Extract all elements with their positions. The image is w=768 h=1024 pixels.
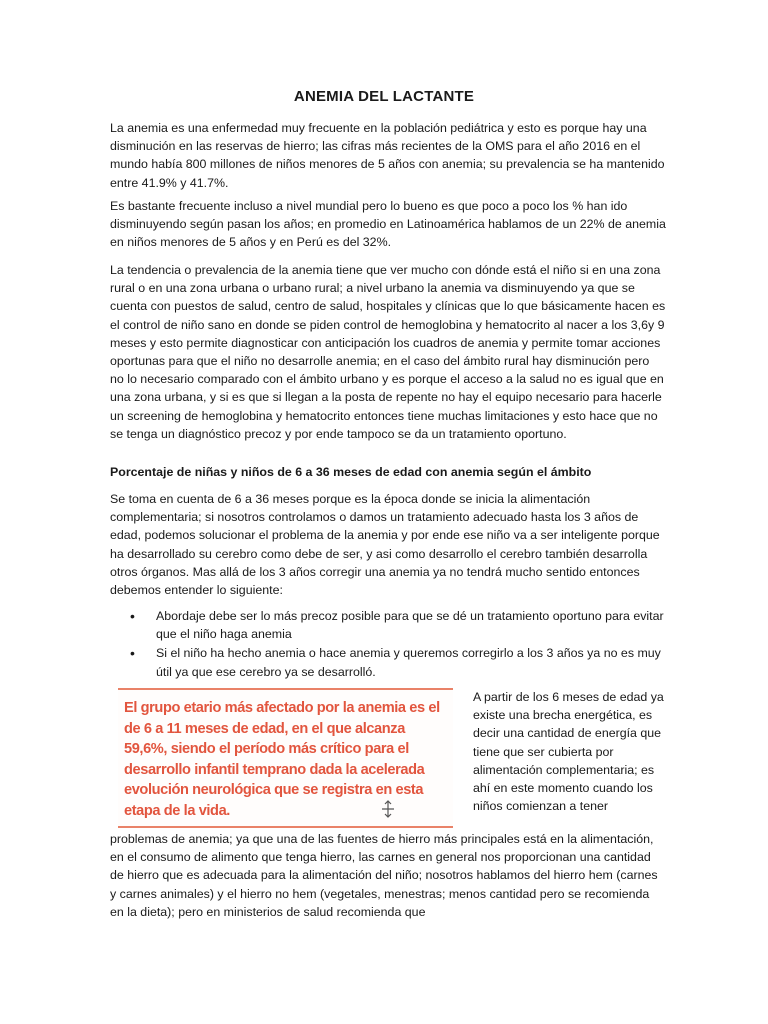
paragraph-prevalence: Es bastante frecuente incluso a nivel mundial pero lo bueno es que poco a poco los % han ido disminuyendo según pasan los años; en promedio en Latinoamérica hablamos de un 22% de anemia en niños menores de 5 años y en Perú es del 32%. xyxy=(110,199,666,250)
paragraph-age-range: Se toma en cuenta de 6 a 36 meses porque es la época donde se inicia la alimentación complementaria; si nosotros controlamos o damos un tratamiento adecuado hasta los 3 años de edad, podemos solucionar el problema de la anemia y por ende ese niño va a ser inteligente porque ha desarrollado su cerebro como debe de ser, y asi como desarrollo el cerebro también desarrolla otros órganos. Mas allá de los 3 años corregir una anemia ya no tendrá mucho sentido entonces debemos entender lo siguiente: xyxy=(110,492,660,598)
move-cursor-icon xyxy=(381,800,395,818)
highlight-figure xyxy=(118,688,453,828)
bullet-list xyxy=(128,607,668,682)
side-paragraph: A partir de los 6 meses de edad ya existe una brecha energética, es decir una cantidad de energía que tiene que ser cubierta por alimentación complementaria; es ahí en este momento cuando los niños comienzan a tener xyxy=(473,690,664,814)
paragraph-anemia-intro: La anemia es una enfermedad muy frecuente en la población pediátrica y esto es porque hay una disminución en las reservas de hierro; las cifras más recientes de la OMS para el año 2016 en el mundo había 800 millones de niños menores de 5 años con anemia; su prevalencia se ha mantenido entre 41.9% y 41.7%. xyxy=(110,121,665,190)
list-item: • Si el niño ha hecho anemia o hace anemia y queremos corregirlo a los 3 años ya no es muy útil ya que ese cerebro ya se desarrolló. xyxy=(128,644,668,680)
list-item: • Abordaje debe ser lo más precoz posible para que se dé un tratamiento oportuno para evitar que el niño haga anemia xyxy=(128,607,668,643)
section-heading: Porcentaje de niñas y niños de 6 a 36 meses de edad con anemia según el ámbito xyxy=(110,465,592,479)
paragraph-iron-sources: problemas de anemia; ya que una de las fuentes de hierro más principales está en la alimentación, en el consumo de alimento que tenga hierro, las carnes en general nos proporcionan una cantidad de hierro que es adecuada para la alimentación del niño; nosotros hablamos del hierro hem (carnes y carnes animales) y el hierro no hem (vegetales, menestras; menos cantidad pero se recomienda en la dieta); pero en ministerios de salud recomienda que xyxy=(110,832,658,919)
document-title: ANEMIA DEL LACTANTE xyxy=(293,88,475,105)
paragraph-trend: La tendencia o prevalencia de la anemia tiene que ver mucho con dónde está el niño si en una zona rural o en una zona urbana o urbano rural; a nivel urbano la anemia va disminuyendo ya que se cuenta con puestos de salud, centro de salud, hospitales y clínicas que lo que básicamente hacen es el control de niño sano en donde se piden control de hemoglobina y hematocrito al nacer a los 3,6y 9 meses y esto permite diagnosticar con anticipación los cuadros de anemia y permite tomar acciones oportunas para que el niño no desarrolle anemia; en el caso del ámbito rural hay disminución pero no lo necesario comparado con el ámbito urbano y es porque el acceso a la salud no es igual que en una zona urbana, y si es que si llegan a la posta de repente no hay el equipo necesario para hacerle un screening de hemoglobina y hematocrito entonces tiene muchas limitaciones y esto hace que no se tenga un diagnóstico precoz y por ende tampoco se da un tratamiento oportuno. xyxy=(110,263,666,441)
figure-text: El grupo etario más afectado por la anemia es el de 6 a 11 meses de edad, en el que alcanza 59,6%, siendo el período más crítico para el desarrollo infantil temprano dada la acelerada evolución neurológica que se registra en esta etapa de la vida. xyxy=(124,700,440,819)
